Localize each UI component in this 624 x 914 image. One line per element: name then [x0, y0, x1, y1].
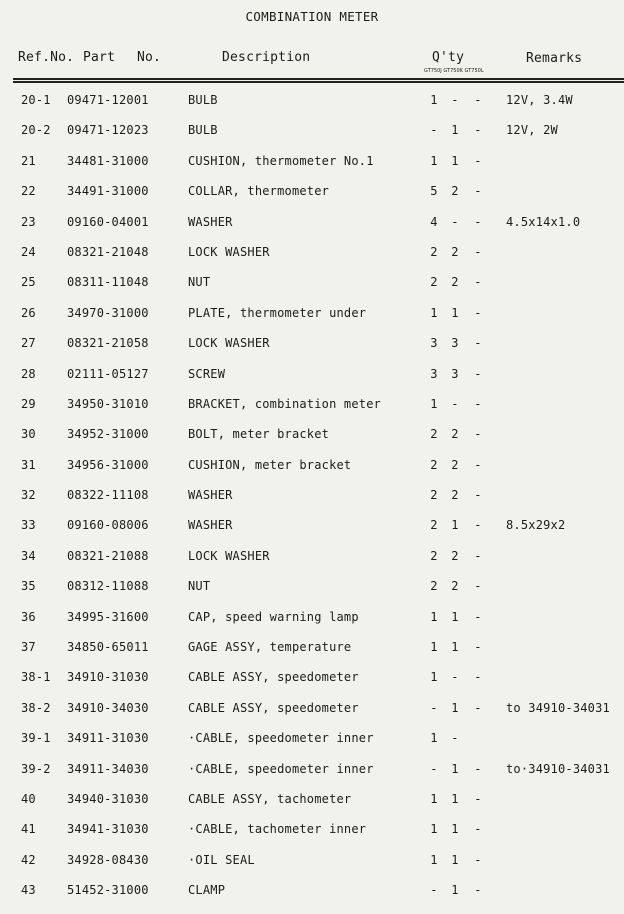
qty-gt750k-cell: 3	[451, 336, 459, 351]
qty-gt750k-cell: 1	[451, 153, 459, 168]
table-row	[0, 509, 624, 539]
qty-gt750k-cell: 2	[451, 184, 459, 199]
qty-gt750k-cell: 2	[451, 457, 459, 472]
ref-no-cell: 38-2	[21, 700, 51, 715]
qty-gt750j-cell: 1	[430, 93, 438, 107]
table-row	[0, 479, 624, 509]
header-remarks: Remarks	[526, 51, 583, 66]
table-row	[0, 722, 624, 752]
ref-no-cell: 35	[21, 579, 36, 594]
qty-gt750j-cell: 1	[430, 396, 438, 411]
qty-gt750k-cell: -	[451, 731, 459, 746]
ref-no-cell: 32	[21, 488, 36, 503]
table-row	[0, 874, 624, 904]
table-row	[0, 692, 624, 722]
ref-no-cell: 29	[21, 396, 36, 411]
description-cell: LOCK WASHER	[188, 336, 270, 351]
ref-no-cell: 20-1	[21, 93, 51, 107]
table-row	[0, 84, 624, 114]
qty-gt750k-cell: 3	[451, 366, 459, 381]
qty-gt750j-cell: -	[430, 761, 438, 776]
part-no-cell: 08322-11108	[67, 488, 149, 503]
description-cell: BULB	[188, 123, 218, 138]
header-ref-no: Ref.No.	[18, 50, 75, 65]
part-no-cell: 08321-21058	[67, 336, 149, 351]
qty-gt750j-cell: 2	[430, 244, 438, 259]
table-row	[0, 327, 624, 357]
qty-gt750k-cell: -	[451, 670, 459, 685]
part-no-cell: 08321-21088	[67, 548, 149, 563]
ref-no-cell: 40	[21, 791, 36, 806]
part-no-cell: 09471-12023	[67, 123, 149, 138]
qty-gt750j-cell: -	[430, 123, 438, 138]
qty-gt750l-cell: -	[474, 852, 482, 867]
table-row	[0, 388, 624, 418]
qty-gt750k-cell: 2	[451, 244, 459, 259]
table-row	[0, 236, 624, 266]
qty-gt750k-cell: 1	[451, 700, 459, 715]
part-no-cell: 34970-31000	[67, 305, 149, 320]
qty-gt750j-cell: 1	[430, 153, 438, 168]
qty-gt750k-cell: 1	[451, 518, 459, 533]
part-no-cell: 08312-11088	[67, 579, 149, 594]
header-divider-top	[13, 78, 624, 80]
qty-gt750j-cell: 1	[430, 822, 438, 837]
description-cell: ·CABLE, speedometer inner	[188, 731, 374, 746]
description-cell: PLATE, thermometer under	[188, 305, 367, 320]
qty-gt750l-cell: -	[474, 366, 482, 381]
qty-gt750j-cell: 2	[430, 548, 438, 563]
remarks-cell: 4.5x14x1.0	[506, 214, 581, 229]
ref-no-cell: 30	[21, 427, 36, 442]
part-no-cell: 02111-05127	[67, 366, 149, 381]
qty-gt750k-cell: 1	[451, 761, 459, 776]
qty-gt750l-cell: -	[474, 123, 482, 138]
table-row	[0, 783, 624, 813]
part-no-cell: 34910-31030	[67, 670, 149, 685]
header-divider-bottom	[13, 81, 624, 83]
qty-gt750k-cell: -	[451, 396, 459, 411]
part-no-cell: 09471-12001	[67, 93, 149, 107]
table-row	[0, 175, 624, 205]
header-part: Part	[83, 50, 116, 65]
qty-gt750k-cell: 2	[451, 579, 459, 594]
ref-no-cell: 21	[21, 153, 36, 168]
part-no-cell: 09160-08006	[67, 518, 149, 533]
qty-gt750l-cell: -	[474, 305, 482, 320]
qty-gt750j-cell: 3	[430, 366, 438, 381]
header-qty: Q'ty	[432, 50, 465, 65]
qty-gt750l-cell: -	[474, 244, 482, 259]
table-row	[0, 266, 624, 296]
part-no-cell: 34940-31030	[67, 791, 149, 806]
qty-gt750k-cell: 2	[451, 275, 459, 290]
table-row	[0, 114, 624, 144]
description-cell: BRACKET, combination meter	[188, 396, 382, 411]
part-no-cell: 34956-31000	[67, 457, 149, 472]
qty-gt750j-cell: 2	[430, 457, 438, 472]
remarks-cell: 12V, 3.4W	[506, 93, 573, 107]
ref-no-cell: 24	[21, 244, 36, 259]
qty-gt750l-cell: -	[474, 761, 482, 776]
qty-gt750k-cell: -	[451, 93, 459, 107]
qty-gt750l-cell: -	[474, 670, 482, 685]
header-description: Description	[222, 50, 311, 65]
part-no-cell: 34491-31000	[67, 184, 149, 199]
qty-gt750k-cell: 2	[451, 488, 459, 503]
part-no-cell: 34928-08430	[67, 852, 149, 867]
table-row	[0, 661, 624, 691]
qty-gt750j-cell: 1	[430, 609, 438, 624]
table-row	[0, 631, 624, 661]
qty-gt750l-cell: -	[474, 457, 482, 472]
description-cell: CUSHION, thermometer No.1	[188, 153, 374, 168]
qty-gt750l-cell: -	[474, 275, 482, 290]
qty-gt750l-cell: -	[474, 488, 482, 503]
qty-gt750k-cell: 1	[451, 640, 459, 655]
qty-gt750j-cell: 1	[430, 852, 438, 867]
ref-no-cell: 28	[21, 366, 36, 381]
description-cell: CAP, speed warning lamp	[188, 609, 359, 624]
qty-gt750j-cell: 2	[430, 579, 438, 594]
ref-no-cell: 39-2	[21, 761, 51, 776]
part-no-cell: 34910-34030	[67, 700, 149, 715]
remarks-cell: 8.5x29x2	[506, 518, 566, 533]
description-cell: CLAMP	[188, 883, 226, 898]
table-row	[0, 753, 624, 783]
qty-gt750j-cell: 1	[430, 791, 438, 806]
ref-no-cell: 31	[21, 457, 36, 472]
qty-gt750l-cell: -	[474, 93, 482, 107]
ref-no-cell: 27	[21, 336, 36, 351]
qty-gt750j-cell: -	[430, 883, 438, 898]
ref-no-cell: 37	[21, 640, 36, 655]
part-no-cell: 34481-31000	[67, 153, 149, 168]
description-cell: GAGE ASSY, temperature	[188, 640, 352, 655]
description-cell: WASHER	[188, 518, 233, 533]
qty-gt750k-cell: 1	[451, 609, 459, 624]
part-no-cell: 08311-11048	[67, 275, 149, 290]
description-cell: ·CABLE, tachometer inner	[188, 822, 367, 837]
qty-gt750l-cell: -	[474, 791, 482, 806]
part-no-cell: 34911-34030	[67, 761, 149, 776]
part-no-cell: 34995-31600	[67, 609, 149, 624]
qty-gt750k-cell: 1	[451, 883, 459, 898]
qty-gt750l-cell: -	[474, 396, 482, 411]
ref-no-cell: 36	[21, 609, 36, 624]
qty-gt750l-cell: -	[474, 883, 482, 898]
header-qty-models: GT750J GT750K GT750L	[424, 68, 484, 74]
description-cell: SCREW	[188, 366, 226, 381]
part-no-cell: 34950-31010	[67, 396, 149, 411]
qty-gt750j-cell: 1	[430, 731, 438, 746]
description-cell: ·CABLE, speedometer inner	[188, 761, 374, 776]
qty-gt750j-cell: 2	[430, 275, 438, 290]
description-cell: ·OIL SEAL	[188, 852, 255, 867]
qty-gt750l-cell: -	[474, 184, 482, 199]
remarks-cell: to·34910-34031	[506, 761, 610, 776]
remarks-cell: 12V, 2W	[506, 123, 558, 138]
table-row	[0, 206, 624, 236]
part-no-cell: 09160-04001	[67, 214, 149, 229]
description-cell: NUT	[188, 579, 211, 594]
parts-table	[0, 84, 624, 905]
qty-gt750k-cell: 1	[451, 822, 459, 837]
qty-gt750l-cell: -	[474, 822, 482, 837]
ref-no-cell: 25	[21, 275, 36, 290]
qty-gt750l-cell: -	[474, 548, 482, 563]
description-cell: BULB	[188, 93, 218, 107]
qty-gt750j-cell: 4	[430, 214, 438, 229]
ref-no-cell: 39-1	[21, 731, 51, 746]
qty-gt750l-cell: -	[474, 579, 482, 594]
qty-gt750j-cell: 3	[430, 336, 438, 351]
description-cell: CABLE ASSY, tachometer	[188, 791, 352, 806]
table-row	[0, 813, 624, 843]
qty-gt750k-cell: 1	[451, 123, 459, 138]
qty-gt750l-cell: -	[474, 153, 482, 168]
page-title: COMBINATION METER	[245, 9, 379, 24]
description-cell: LOCK WASHER	[188, 548, 270, 563]
ref-no-cell: 43	[21, 883, 36, 898]
part-no-cell: 51452-31000	[67, 883, 149, 898]
table-row	[0, 297, 624, 327]
description-cell: LOCK WASHER	[188, 244, 270, 259]
qty-gt750l-cell: -	[474, 214, 482, 229]
ref-no-cell: 38-1	[21, 670, 51, 685]
qty-gt750k-cell: 1	[451, 791, 459, 806]
description-cell: CUSHION, meter bracket	[188, 457, 352, 472]
ref-no-cell: 23	[21, 214, 36, 229]
description-cell: WASHER	[188, 214, 233, 229]
ref-no-cell: 34	[21, 548, 36, 563]
qty-gt750j-cell: 2	[430, 488, 438, 503]
table-row	[0, 418, 624, 448]
part-no-cell: 34952-31000	[67, 427, 149, 442]
description-cell: CABLE ASSY, speedometer	[188, 700, 359, 715]
qty-gt750j-cell: 5	[430, 184, 438, 199]
description-cell: CABLE ASSY, speedometer	[188, 670, 359, 685]
qty-gt750k-cell: 1	[451, 305, 459, 320]
qty-gt750j-cell: 2	[430, 427, 438, 442]
part-no-cell: 34911-31030	[67, 731, 149, 746]
header-no: No.	[137, 50, 162, 65]
qty-gt750l-cell: -	[474, 518, 482, 533]
description-cell: WASHER	[188, 488, 233, 503]
ref-no-cell: 26	[21, 305, 36, 320]
remarks-cell: to 34910-34031	[506, 700, 610, 715]
description-cell: NUT	[188, 275, 211, 290]
qty-gt750l-cell: -	[474, 700, 482, 715]
ref-no-cell: 22	[21, 184, 36, 199]
table-row	[0, 145, 624, 175]
qty-gt750j-cell: 1	[430, 670, 438, 685]
qty-gt750k-cell: 2	[451, 548, 459, 563]
part-no-cell: 34850-65011	[67, 640, 149, 655]
ref-no-cell: 41	[21, 822, 36, 837]
ref-no-cell: 33	[21, 518, 36, 533]
qty-gt750j-cell: 2	[430, 518, 438, 533]
qty-gt750l-cell: -	[474, 427, 482, 442]
qty-gt750l-cell: -	[474, 640, 482, 655]
part-no-cell: 08321-21048	[67, 244, 149, 259]
part-no-cell: 34941-31030	[67, 822, 149, 837]
table-row	[0, 601, 624, 631]
table-row	[0, 449, 624, 479]
qty-gt750l-cell: -	[474, 609, 482, 624]
qty-gt750k-cell: 1	[451, 852, 459, 867]
qty-gt750j-cell: 1	[430, 305, 438, 320]
qty-gt750k-cell: 2	[451, 427, 459, 442]
table-row	[0, 540, 624, 570]
ref-no-cell: 20-2	[21, 123, 51, 138]
table-row	[0, 570, 624, 600]
ref-no-cell: 42	[21, 852, 36, 867]
table-row	[0, 844, 624, 874]
description-cell: BOLT, meter bracket	[188, 427, 330, 442]
qty-gt750k-cell: -	[451, 214, 459, 229]
description-cell: COLLAR, thermometer	[188, 184, 330, 199]
qty-gt750j-cell: -	[430, 700, 438, 715]
qty-gt750j-cell: 1	[430, 640, 438, 655]
qty-gt750l-cell: -	[474, 336, 482, 351]
table-row	[0, 358, 624, 388]
